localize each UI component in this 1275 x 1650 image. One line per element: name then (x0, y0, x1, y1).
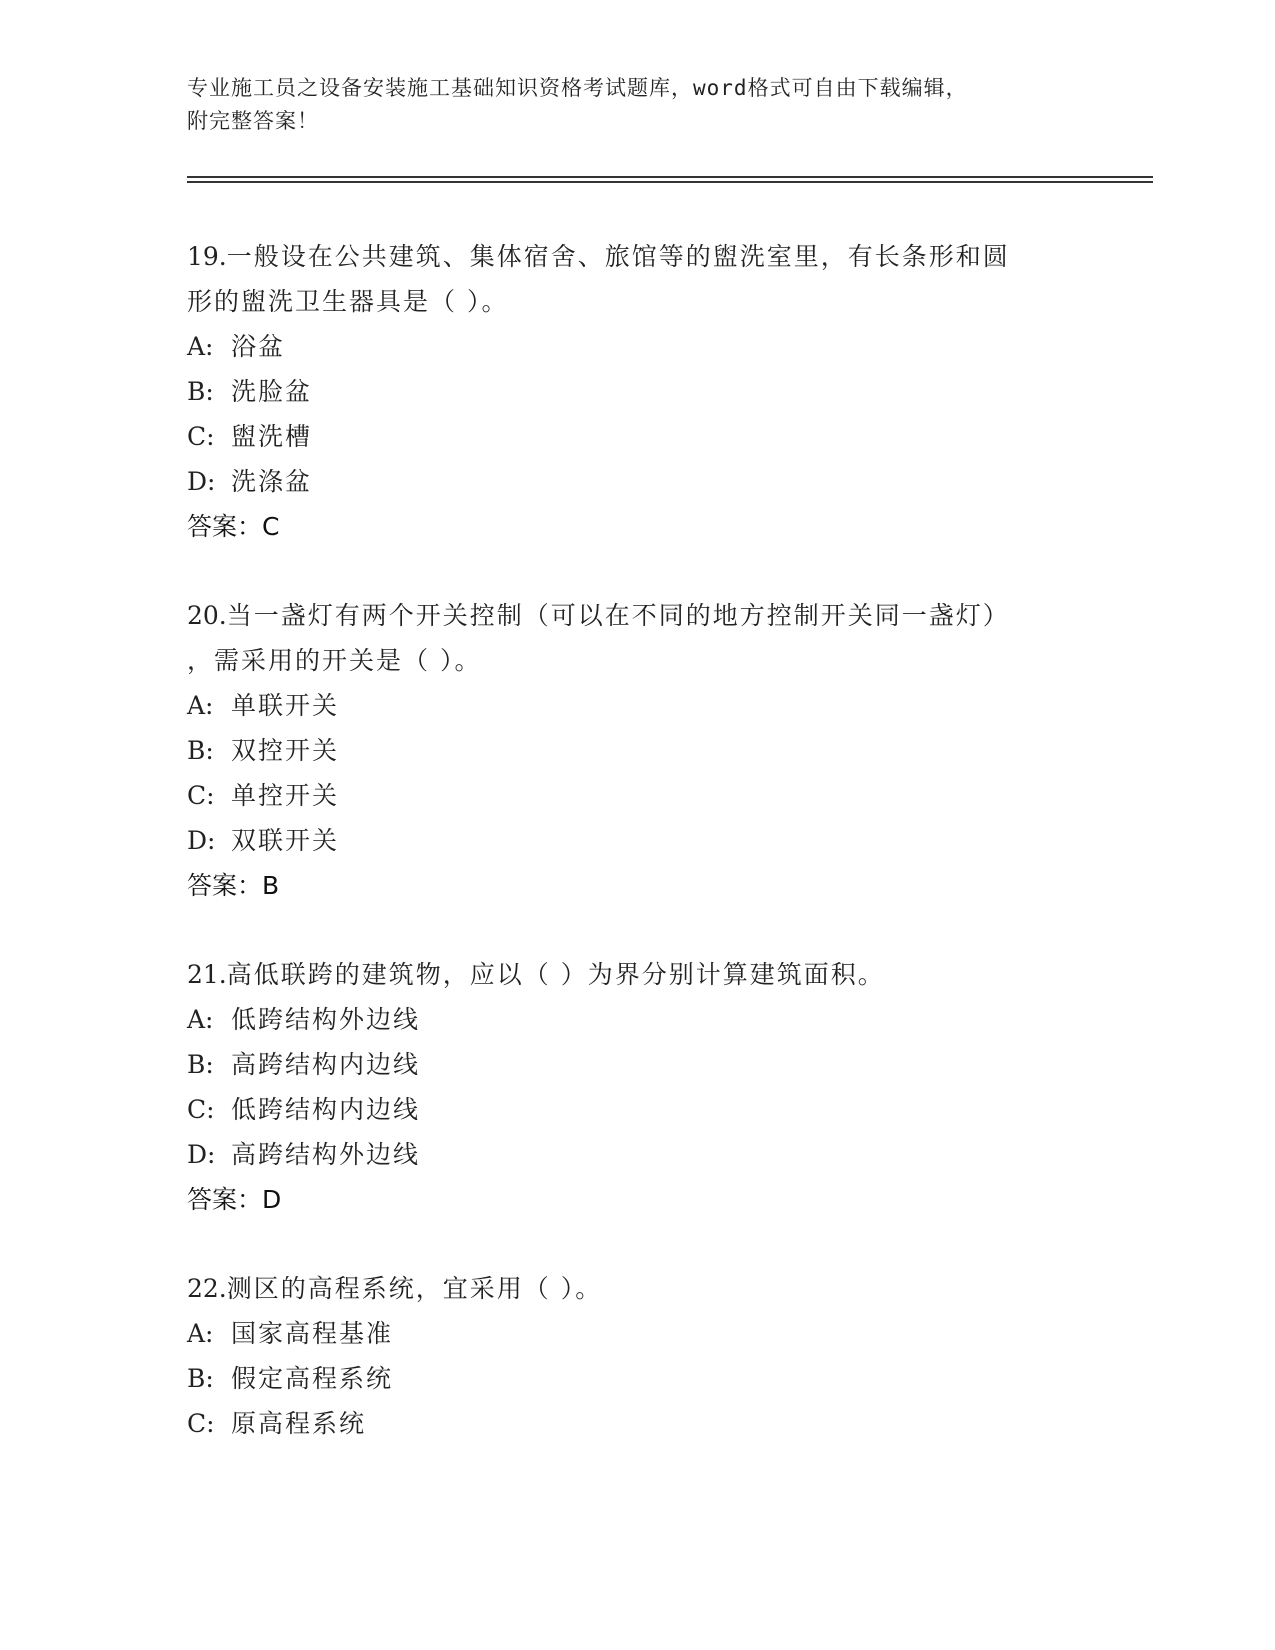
option-text: 原高程系统 (231, 1409, 367, 1438)
header-rule-top (187, 176, 1153, 178)
option-d (187, 1132, 1087, 1177)
option-a (187, 1311, 1087, 1356)
option-key: B: (187, 736, 214, 765)
header-rule-bottom (187, 181, 1153, 183)
option-b (187, 728, 1087, 773)
document-header (187, 72, 1087, 138)
option-text: 高跨结构外边线 (231, 1140, 421, 1169)
option-key: A: (187, 1319, 214, 1348)
question-text: 测区的高程系统，宜采用（ ）。 (226, 1274, 603, 1303)
option-c (187, 1087, 1087, 1132)
option-c (187, 773, 1087, 818)
option-key: B: (187, 1050, 214, 1079)
option-text: 浴盆 (231, 332, 286, 361)
header-line-1: 专业施工员之设备安装施工基础知识资格考试题库，word格式可自由下载编辑， (187, 76, 968, 100)
question-22 (187, 1266, 1087, 1446)
option-a (187, 683, 1087, 728)
question-text: 一般设在公共建筑、集体宿舍、旅馆等的盥洗室里，有长条形和圆 (226, 242, 1010, 271)
option-key: B: (187, 377, 214, 406)
option-c (187, 414, 1087, 459)
question-number: 19. (187, 242, 227, 271)
option-text: 双联开关 (231, 826, 340, 855)
option-key: D: (187, 826, 216, 855)
question-text-line (187, 1266, 1087, 1311)
option-text: 低跨结构内边线 (231, 1095, 421, 1124)
option-text: 国家高程基准 (231, 1319, 394, 1348)
question-text: 高低联跨的建筑物，应以（ ）为界分别计算建筑面积。 (226, 960, 885, 989)
option-text: 高跨结构内边线 (231, 1050, 421, 1079)
question-number: 20. (187, 601, 227, 630)
option-b (187, 1042, 1087, 1087)
option-text: 盥洗槽 (231, 422, 313, 451)
option-c (187, 1401, 1087, 1446)
question-text-line: 形的盥洗卫生器具是（ ）。 (187, 287, 509, 316)
question-text-line (187, 234, 1087, 279)
option-key: C: (187, 781, 215, 810)
question-21 (187, 952, 1087, 1222)
option-key: C: (187, 422, 215, 451)
question-number: 22. (187, 1274, 227, 1303)
option-a (187, 997, 1087, 1042)
option-b (187, 369, 1087, 414)
question-text-line (187, 593, 1087, 638)
option-text: 洗涤盆 (231, 467, 313, 496)
option-text: 洗脸盆 (231, 377, 313, 406)
answer: 答案：B (187, 871, 280, 900)
answer: 答案：D (187, 1185, 282, 1214)
question-list (187, 234, 1087, 1490)
question-number: 21. (187, 960, 227, 989)
option-d (187, 818, 1087, 863)
option-text: 单联开关 (231, 691, 340, 720)
option-key: C: (187, 1095, 215, 1124)
option-text: 双控开关 (231, 736, 340, 765)
option-text: 假定高程系统 (231, 1364, 394, 1393)
header-line-2: 附完整答案！ (187, 109, 319, 133)
question-text-line (187, 952, 1087, 997)
question-20 (187, 593, 1087, 908)
option-text: 单控开关 (231, 781, 340, 810)
question-19 (187, 234, 1087, 549)
option-key: B: (187, 1364, 214, 1393)
option-key: D: (187, 1140, 216, 1169)
option-key: A: (187, 1005, 214, 1034)
option-d (187, 459, 1087, 504)
option-key: A: (187, 691, 214, 720)
question-text-line: ，需采用的开关是（ ）。 (187, 646, 482, 675)
option-text: 低跨结构外边线 (231, 1005, 421, 1034)
option-key: C: (187, 1409, 215, 1438)
question-text: 当一盏灯有两个开关控制（可以在不同的地方控制开关同一盏灯） (226, 601, 1010, 630)
option-b (187, 1356, 1087, 1401)
option-key: A: (187, 332, 214, 361)
option-key: D: (187, 467, 216, 496)
option-a (187, 324, 1087, 369)
answer: 答案：C (187, 512, 280, 541)
